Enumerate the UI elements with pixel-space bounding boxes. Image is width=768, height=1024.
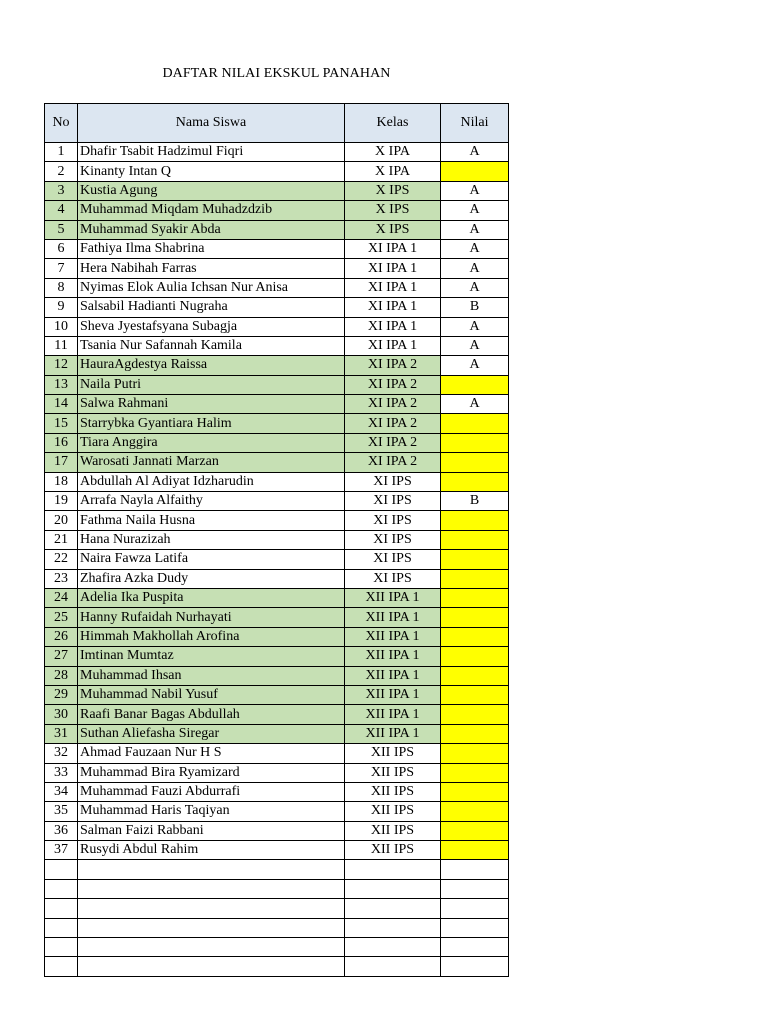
table-row: [45, 472, 509, 491]
table-row: [45, 317, 509, 336]
cell-class: XI IPA 2: [345, 375, 441, 394]
empty-table-row: [45, 918, 509, 937]
cell-no: 29: [45, 685, 78, 704]
empty-cell: [345, 860, 441, 879]
cell-grade: [441, 705, 509, 724]
table-row: [45, 201, 509, 220]
cell-grade: [441, 627, 509, 646]
cell-class: XI IPA 2: [345, 395, 441, 414]
cell-grade: [441, 569, 509, 588]
cell-name: Imtinan Mumtaz: [78, 647, 345, 666]
empty-cell: [45, 938, 78, 957]
cell-class: XII IPS: [345, 841, 441, 860]
cell-grade: A: [441, 356, 509, 375]
table-row: [45, 395, 509, 414]
cell-grade: A: [441, 220, 509, 239]
cell-name: Fathiya Ilma Shabrina: [78, 239, 345, 258]
cell-name: Dhafir Tsabit Hadzimul Fiqri: [78, 143, 345, 162]
cell-class: XI IPS: [345, 472, 441, 491]
cell-name: Naila Putri: [78, 375, 345, 394]
table-row: [45, 162, 509, 181]
table-row: [45, 666, 509, 685]
cell-grade: [441, 530, 509, 549]
cell-grade: [441, 802, 509, 821]
cell-grade: [441, 414, 509, 433]
empty-table-row: [45, 879, 509, 898]
table-row: [45, 608, 509, 627]
empty-cell: [45, 860, 78, 879]
cell-name: Muhammad Ihsan: [78, 666, 345, 685]
cell-no: 37: [45, 841, 78, 860]
table-header-row: [45, 104, 509, 143]
cell-grade: [441, 782, 509, 801]
cell-class: XI IPA 1: [345, 298, 441, 317]
cell-grade: A: [441, 201, 509, 220]
cell-grade: [441, 588, 509, 607]
page-title: DAFTAR NILAI EKSKUL PANAHAN: [162, 66, 391, 81]
table-row: [45, 453, 509, 472]
cell-class: XI IPS: [345, 550, 441, 569]
cell-name: Fathma Naila Husna: [78, 511, 345, 530]
table-row: [45, 530, 509, 549]
table-row: [45, 220, 509, 239]
empty-cell: [345, 899, 441, 918]
table-row: [45, 239, 509, 258]
cell-name: Nyimas Elok Aulia Ichsan Nur Anisa: [78, 278, 345, 297]
cell-name: Adelia Ika Puspita: [78, 588, 345, 607]
empty-cell: [78, 879, 345, 898]
cell-no: 36: [45, 821, 78, 840]
cell-no: 27: [45, 647, 78, 666]
table-row: [45, 492, 509, 511]
cell-name: Raafi Banar Bagas Abdullah: [78, 705, 345, 724]
table-row: [45, 782, 509, 801]
cell-no: 31: [45, 724, 78, 743]
cell-name: HauraAgdestya Raissa: [78, 356, 345, 375]
cell-class: XI IPA 2: [345, 433, 441, 452]
cell-class: X IPS: [345, 220, 441, 239]
header-grade: Nilai: [441, 104, 509, 143]
cell-class: XII IPA 1: [345, 666, 441, 685]
empty-table-row: [45, 957, 509, 976]
cell-class: XII IPA 1: [345, 724, 441, 743]
cell-grade: A: [441, 336, 509, 355]
empty-table-row: [45, 938, 509, 957]
table-row: [45, 414, 509, 433]
table-row: [45, 259, 509, 278]
table-row: [45, 336, 509, 355]
empty-cell: [345, 879, 441, 898]
cell-grade: [441, 666, 509, 685]
cell-grade: [441, 472, 509, 491]
table-row: [45, 841, 509, 860]
cell-name: Suthan Aliefasha Siregar: [78, 724, 345, 743]
cell-grade: A: [441, 395, 509, 414]
cell-no: 9: [45, 298, 78, 317]
cell-class: XI IPA 1: [345, 317, 441, 336]
cell-no: 20: [45, 511, 78, 530]
cell-class: XI IPA 1: [345, 336, 441, 355]
cell-no: 32: [45, 744, 78, 763]
cell-name: Tsania Nur Safannah Kamila: [78, 336, 345, 355]
cell-grade: A: [441, 143, 509, 162]
empty-cell: [345, 918, 441, 937]
empty-cell: [78, 918, 345, 937]
cell-name: Muhammad Bira Ryamizard: [78, 763, 345, 782]
cell-class: XI IPS: [345, 569, 441, 588]
cell-name: Naira Fawza Latifa: [78, 550, 345, 569]
cell-no: 23: [45, 569, 78, 588]
cell-name: Hanny Rufaidah Nurhayati: [78, 608, 345, 627]
cell-grade: A: [441, 317, 509, 336]
cell-class: XII IPS: [345, 782, 441, 801]
cell-grade: [441, 453, 509, 472]
empty-cell: [78, 957, 345, 976]
cell-no: 18: [45, 472, 78, 491]
cell-class: XII IPA 1: [345, 647, 441, 666]
table-row: [45, 356, 509, 375]
cell-grade: [441, 608, 509, 627]
cell-grade: A: [441, 278, 509, 297]
cell-class: X IPA: [345, 143, 441, 162]
empty-cell: [45, 918, 78, 937]
cell-class: XI IPA 2: [345, 356, 441, 375]
cell-no: 34: [45, 782, 78, 801]
cell-grade: [441, 162, 509, 181]
cell-grade: [441, 647, 509, 666]
empty-cell: [45, 957, 78, 976]
table-row: [45, 375, 509, 394]
cell-class: XII IPA 1: [345, 608, 441, 627]
table-row: [45, 647, 509, 666]
cell-name: Ahmad Fauzaan Nur H S: [78, 744, 345, 763]
cell-name: Hera Nabihah Farras: [78, 259, 345, 278]
cell-class: XI IPA 1: [345, 259, 441, 278]
cell-no: 12: [45, 356, 78, 375]
cell-no: 4: [45, 201, 78, 220]
cell-name: Starrybka Gyantiara Halim: [78, 414, 345, 433]
cell-no: 24: [45, 588, 78, 607]
cell-grade: [441, 511, 509, 530]
table-row: [45, 550, 509, 569]
table-row: [45, 569, 509, 588]
cell-name: Himmah Makhollah Arofina: [78, 627, 345, 646]
cell-no: 22: [45, 550, 78, 569]
table-row: [45, 627, 509, 646]
cell-grade: B: [441, 298, 509, 317]
cell-no: 17: [45, 453, 78, 472]
empty-cell: [345, 938, 441, 957]
cell-class: XII IPS: [345, 763, 441, 782]
cell-class: XI IPA 1: [345, 239, 441, 258]
cell-name: Kinanty Intan Q: [78, 162, 345, 181]
empty-cell: [441, 938, 509, 957]
cell-grade: A: [441, 259, 509, 278]
table-row: [45, 685, 509, 704]
header-no: No: [45, 104, 78, 143]
empty-cell: [45, 879, 78, 898]
table-row: [45, 278, 509, 297]
cell-class: XI IPS: [345, 530, 441, 549]
header-name: Nama Siswa: [78, 104, 345, 143]
cell-grade: [441, 841, 509, 860]
cell-no: 14: [45, 395, 78, 414]
cell-grade: [441, 744, 509, 763]
cell-name: Muhammad Haris Taqiyan: [78, 802, 345, 821]
cell-grade: [441, 375, 509, 394]
empty-cell: [78, 899, 345, 918]
table-row: [45, 511, 509, 530]
cell-name: Warosati Jannati Marzan: [78, 453, 345, 472]
empty-cell: [78, 938, 345, 957]
table-body: [45, 143, 509, 977]
cell-grade: [441, 821, 509, 840]
cell-no: 6: [45, 239, 78, 258]
cell-class: X IPA: [345, 162, 441, 181]
cell-no: 33: [45, 763, 78, 782]
cell-name: Kustia Agung: [78, 181, 345, 200]
table-row: [45, 821, 509, 840]
cell-class: XI IPS: [345, 511, 441, 530]
empty-cell: [78, 860, 345, 879]
cell-grade: [441, 724, 509, 743]
table-row: [45, 433, 509, 452]
cell-name: Arrafa Nayla Alfaithy: [78, 492, 345, 511]
cell-grade: [441, 685, 509, 704]
header-class: Kelas: [345, 104, 441, 143]
empty-cell: [441, 879, 509, 898]
empty-cell: [345, 957, 441, 976]
cell-no: 26: [45, 627, 78, 646]
cell-no: 7: [45, 259, 78, 278]
table-row: [45, 802, 509, 821]
cell-name: Muhammad Syakir Abda: [78, 220, 345, 239]
cell-name: Hana Nurazizah: [78, 530, 345, 549]
cell-class: XII IPA 1: [345, 588, 441, 607]
cell-no: 8: [45, 278, 78, 297]
cell-no: 16: [45, 433, 78, 452]
table-row: [45, 705, 509, 724]
empty-table-row: [45, 899, 509, 918]
cell-class: XII IPA 1: [345, 685, 441, 704]
table-row: [45, 763, 509, 782]
cell-no: 19: [45, 492, 78, 511]
table-row: [45, 744, 509, 763]
cell-name: Salwa Rahmani: [78, 395, 345, 414]
cell-no: 13: [45, 375, 78, 394]
cell-class: X IPS: [345, 201, 441, 220]
cell-class: XII IPS: [345, 744, 441, 763]
table-row: [45, 143, 509, 162]
empty-cell: [441, 899, 509, 918]
cell-name: Abdullah Al Adiyat Idzharudin: [78, 472, 345, 491]
cell-name: Zhafira Azka Dudy: [78, 569, 345, 588]
table-row: [45, 181, 509, 200]
cell-name: Salman Faizi Rabbani: [78, 821, 345, 840]
cell-class: XII IPA 1: [345, 705, 441, 724]
cell-grade: A: [441, 239, 509, 258]
grade-table: [44, 103, 509, 977]
cell-class: XI IPS: [345, 492, 441, 511]
cell-name: Salsabil Hadianti Nugraha: [78, 298, 345, 317]
cell-grade: A: [441, 181, 509, 200]
cell-name: Muhammad Fauzi Abdurrafi: [78, 782, 345, 801]
cell-no: 25: [45, 608, 78, 627]
cell-no: 2: [45, 162, 78, 181]
cell-class: XII IPA 1: [345, 627, 441, 646]
cell-no: 30: [45, 705, 78, 724]
cell-no: 1: [45, 143, 78, 162]
cell-name: Sheva Jyestafsyana Subagja: [78, 317, 345, 336]
empty-table-row: [45, 860, 509, 879]
cell-no: 3: [45, 181, 78, 200]
cell-grade: [441, 763, 509, 782]
empty-cell: [441, 957, 509, 976]
table-row: [45, 588, 509, 607]
cell-no: 15: [45, 414, 78, 433]
cell-no: 11: [45, 336, 78, 355]
cell-name: Tiara Anggira: [78, 433, 345, 452]
empty-cell: [441, 918, 509, 937]
cell-grade: [441, 433, 509, 452]
cell-grade: B: [441, 492, 509, 511]
cell-class: XI IPA 1: [345, 278, 441, 297]
cell-no: 21: [45, 530, 78, 549]
cell-no: 28: [45, 666, 78, 685]
table-row: [45, 298, 509, 317]
cell-class: XI IPA 2: [345, 453, 441, 472]
cell-no: 35: [45, 802, 78, 821]
cell-no: 10: [45, 317, 78, 336]
empty-cell: [441, 860, 509, 879]
cell-name: Muhammad Nabil Yusuf: [78, 685, 345, 704]
cell-class: X IPS: [345, 181, 441, 200]
table-row: [45, 724, 509, 743]
cell-class: XI IPA 2: [345, 414, 441, 433]
empty-cell: [45, 899, 78, 918]
cell-grade: [441, 550, 509, 569]
cell-name: Rusydi Abdul Rahim: [78, 841, 345, 860]
cell-class: XII IPS: [345, 821, 441, 840]
cell-name: Muhammad Miqdam Muhadzdzib: [78, 201, 345, 220]
cell-no: 5: [45, 220, 78, 239]
cell-class: XII IPS: [345, 802, 441, 821]
